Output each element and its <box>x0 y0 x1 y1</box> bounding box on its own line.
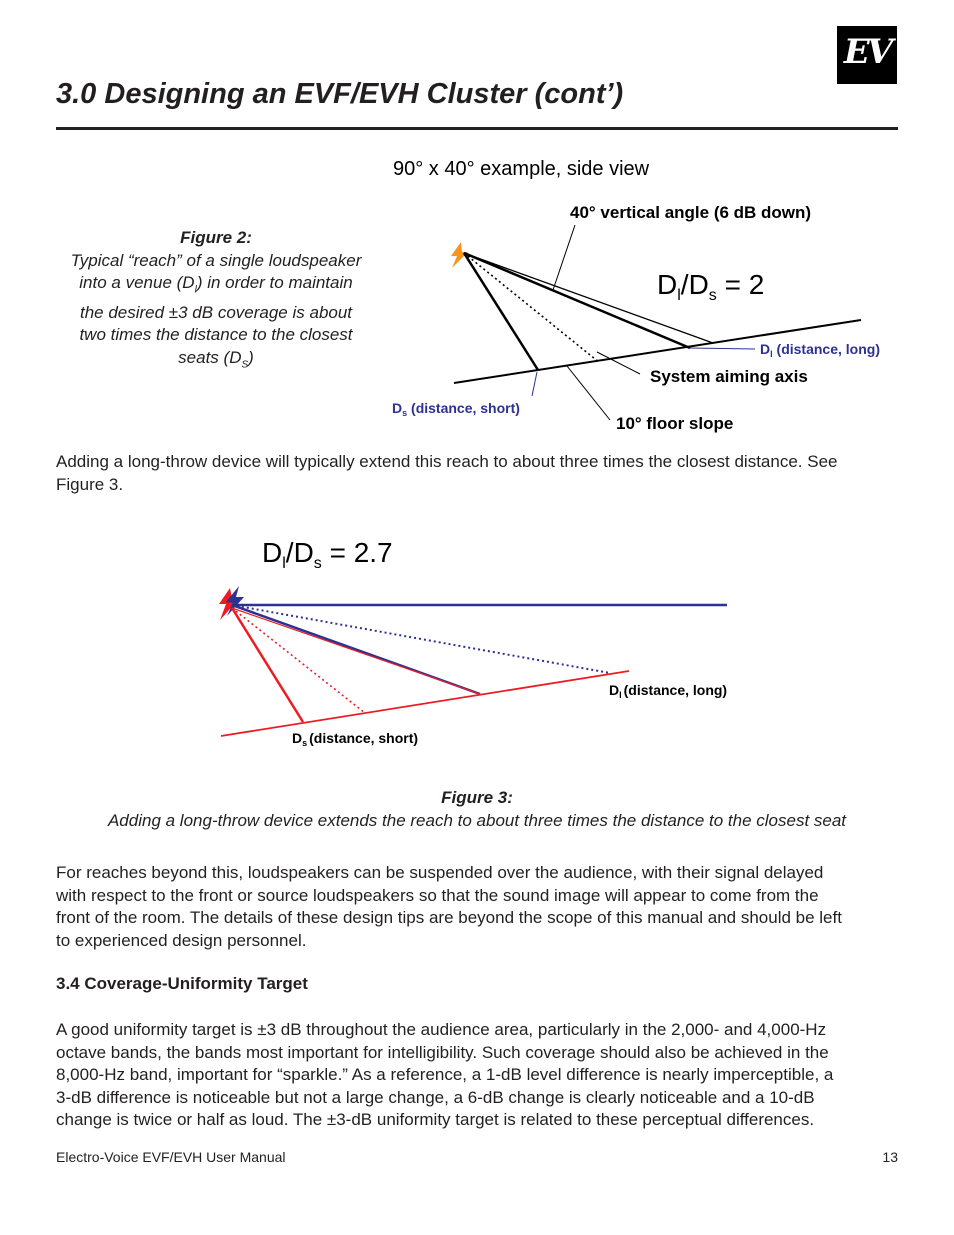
dl-label: $D_l$ (distance, long) <box>760 341 880 359</box>
figure2-diagram <box>0 140 954 445</box>
long-throw-dotted-line <box>232 605 610 673</box>
ev-logo-text: EV <box>843 32 891 72</box>
ds-pointer <box>532 372 537 396</box>
vertical-angle-label: 40° vertical angle (6 dB down) <box>570 203 812 222</box>
figure2-caption-line: Typical “reach” of a single loudspeaker <box>70 250 362 270</box>
paragraph-line: octave bands, the bands most important for intelligibility. Such coverage should also be achieved in the <box>56 1042 829 1062</box>
figure2-caption-line: two times the distance to the closest <box>79 325 353 345</box>
paragraph-line: with respect to the front or source loudspeakers so that the sound image will appear to come from the <box>56 885 819 905</box>
figure3-diagram <box>0 525 954 755</box>
red-dotted-line <box>232 608 365 713</box>
lower-coverage-line <box>464 253 538 370</box>
floor-slope-label: 10° floor slope <box>616 414 734 433</box>
vertical-angle-pointer <box>553 225 575 290</box>
footer-page-number: 13 <box>882 1149 898 1165</box>
paragraph-line: 3-dB difference is noticeable but not a large change, a 6-dB change is clearly noticeable and a 10-dB <box>56 1087 815 1107</box>
ev-logo <box>837 26 897 84</box>
paragraph-line: to experienced design personnel. <box>56 930 307 950</box>
paragraph-line: Figure 3. <box>56 474 124 494</box>
floor-pointer <box>567 366 610 420</box>
fig3-ds-label: $D_s$ (distance, short) <box>292 730 419 748</box>
body-paragraph-3 <box>56 1019 898 1132</box>
paragraph-line: 8,000-Hz band, important for “sparkle.” As a reference, a 1-dB level difference is nearly imperceptible, a <box>56 1065 834 1084</box>
body-paragraph-1 <box>56 451 898 496</box>
figure3-caption <box>56 787 898 832</box>
footer-manual-name: Electro-Voice EVF/EVH User Manual <box>56 1149 286 1165</box>
dl-pointer <box>690 348 755 349</box>
figure2-caption-line: into a venue $(D_l)$ in order to maintain <box>79 273 353 296</box>
paragraph-line: front of the room. The details of these design tips are beyond the scope of this manual and should be left <box>56 908 842 927</box>
paragraph-line: Adding a long-throw device will typically extend this reach to about three times the closest distance. See <box>56 452 838 471</box>
aiming-axis-line <box>464 253 600 363</box>
diagram-title: 90° x 40° example, side view <box>393 158 650 180</box>
body-paragraph-2 <box>56 862 898 952</box>
ds-label: $D_s$ (distance, short) <box>392 400 520 418</box>
paragraph-line: For reaches beyond this, loudspeakers can be suspended over the audience, with their signal delayed <box>56 863 824 882</box>
aiming-axis-label: System aiming axis <box>650 367 808 386</box>
paragraph-line: change is twice or half as loud. The ±3-dB uniformity target is related to these perceptual differences. <box>56 1110 815 1129</box>
page-title: 3.0 Designing an EVF/EVH Cluster (cont’) <box>56 78 624 110</box>
fig3-ratio-label: $D_l/D_s = 2.7$ <box>262 537 393 572</box>
red-upper-line <box>232 608 480 694</box>
figure3-heading: Figure 3: <box>441 788 513 807</box>
figure2-heading: Figure 2: <box>180 228 252 247</box>
red-lower-line <box>232 608 303 722</box>
title-rule <box>56 127 898 130</box>
figure2-caption-line: seats $(D_S)$ <box>178 347 254 371</box>
section-heading: 3.4 Coverage-Uniformity Target <box>56 974 308 993</box>
red-floor-line <box>221 671 629 736</box>
paragraph-line: A good uniformity target is ±3 dB throughout the audience area, particularly in the 2,000- and 4,000-Hz <box>56 1020 827 1039</box>
upper-coverage-line <box>464 253 690 348</box>
fig3-dl-label: $D_l$ (distance, long) <box>609 682 728 700</box>
figure3-caption-text: Adding a long-throw device extends the reach to about three times the distance to the closest seat <box>107 810 847 830</box>
ratio-label: $D_l/D_s = 2$ <box>657 269 765 304</box>
figure2-caption-line: the desired ±3 dB coverage is about <box>79 302 353 322</box>
